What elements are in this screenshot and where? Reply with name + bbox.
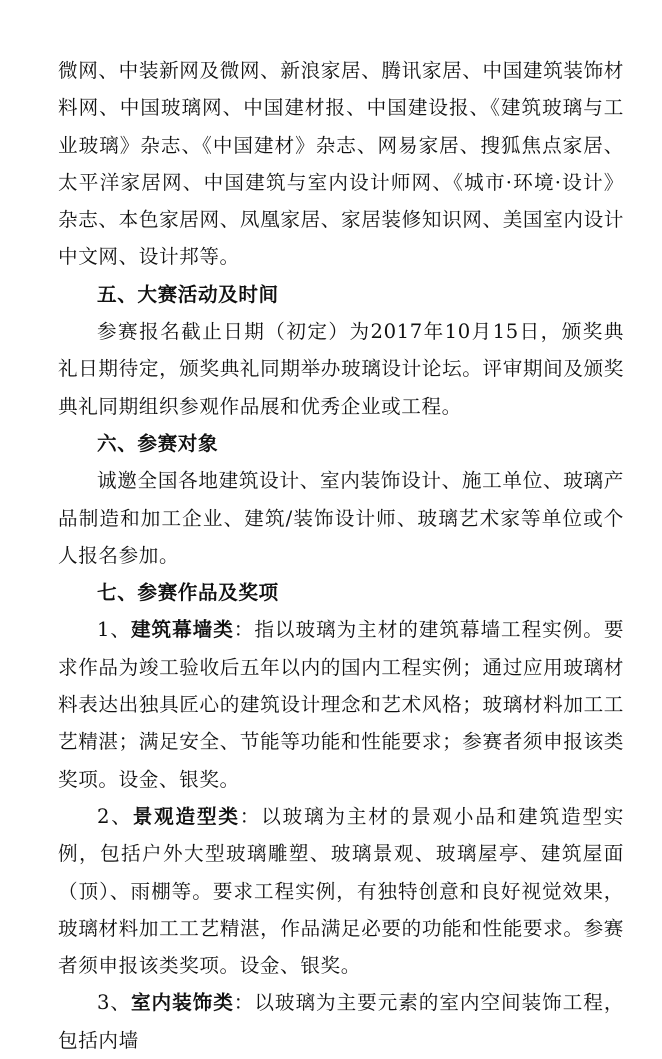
item-term: 景观造型类 xyxy=(132,804,240,828)
section-6-body: 诚邀全国各地建筑设计、室内装饰设计、施工单位、玻璃产品制造和加工企业、建筑/装饰设计师、玻璃艺术家等单位或个人报名参加。 xyxy=(58,469,624,567)
award-item-landscape xyxy=(58,798,624,984)
item-term: 建筑幕墙类 xyxy=(131,618,234,642)
item-number: 1、 xyxy=(97,618,131,642)
section-5-heading: 五、大赛活动及时间 xyxy=(97,282,279,306)
item-number: 3、 xyxy=(97,991,131,1015)
item-number: 2、 xyxy=(97,804,133,828)
item-body: ：以玻璃为主材的景观小品和建筑造型实例，包括户外大型玻璃雕塑、玻璃景观、玻璃屋亭、建筑屋面（顶）、雨棚等。要求工程实例，有独特创意和良好视觉效果，玻璃材料加工工艺精湛，作品满足必要的功能和性能要求。参赛者须申报该类奖项。设金、银奖。 xyxy=(58,804,624,978)
item-body: ：指以玻璃为主材的建筑幕墙工程实例。要求作品为竣工验收后五年以内的国内工程实例；通过应用玻璃材料表达出独具匠心的建筑设计理念和艺术风格；玻璃材料加工工艺精湛；满足安全、节能等功能和性能要求；参赛者须申报该类奖项。设金、银奖。 xyxy=(58,618,625,791)
item-term: 室内装饰类 xyxy=(131,991,234,1015)
section-7-heading: 七、参赛作品及奖项 xyxy=(97,581,279,605)
award-item-interior xyxy=(58,984,624,1059)
media-list-paragraph: 微网、中装新网及微网、新浪家居、腾讯家居、中国建筑装饰材料网、中国玻璃网、中国建材报、中国建设报、《建筑玻璃与工业玻璃》杂志、《中国建材》杂志、网易家居、搜狐焦点家居、太平洋家居网、中国建筑与室内设计师网、《城市·环境·设计》杂志、本色家居网、凤凰家居、家居装修知识网、美国室内设计中文网、设计邦等。 xyxy=(58,59,624,269)
award-item-curtain-wall xyxy=(58,611,624,797)
section-5-body: 参赛报名截止日期（初定）为2017年10月15日，颁奖典礼日期待定，颁奖典礼同期举办玻璃设计论坛。评审期间及颁奖典礼同期组织参观作品展和优秀企业或工程。 xyxy=(58,320,624,418)
item-body: ：以玻璃为主要元素的室内空间装饰工程，包括内墙 xyxy=(58,991,625,1052)
section-6-heading: 六、参赛对象 xyxy=(97,431,219,455)
